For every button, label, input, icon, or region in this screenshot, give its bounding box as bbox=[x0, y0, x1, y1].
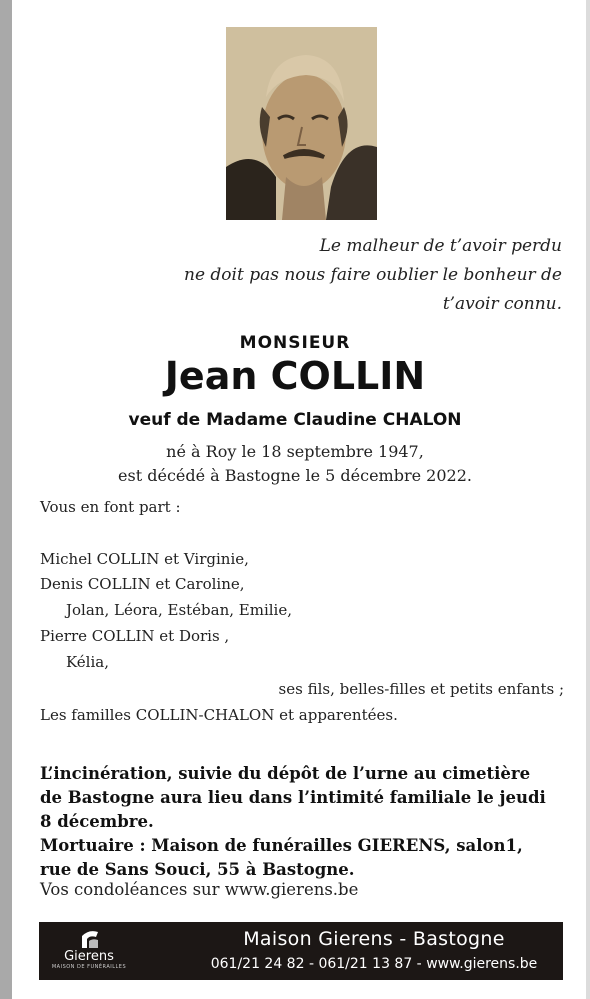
funeral-home-banner bbox=[39, 922, 563, 980]
spouse-line: veuf de Madame Claudine CHALON bbox=[128, 410, 462, 430]
logo-name: Gierens bbox=[64, 949, 114, 964]
deceased-name: Jean COLLIN bbox=[164, 354, 426, 398]
birth-death-dates bbox=[0, 440, 590, 488]
birth-line: né à Roy le 18 septembre 1947, bbox=[166, 442, 424, 461]
portrait-photo bbox=[226, 27, 377, 220]
logo-subtitle: MAISON DE FUNÉRAILLES bbox=[51, 964, 127, 970]
family-member: Michel COLLIN et Virginie, bbox=[40, 550, 249, 568]
notice-line: 8 décembre. bbox=[40, 812, 154, 831]
quote-line: ne doit pas nous faire oublier le bonheur de bbox=[184, 265, 562, 285]
family-member: Kélia, bbox=[66, 653, 109, 671]
funeral-home-title: Maison Gierens - Bastogne bbox=[243, 928, 505, 950]
extended-families: Les familles COLLIN-CHALON et apparentées. bbox=[40, 706, 398, 724]
notice-line: Mortuaire : Maison de funérailles GIERENS, salon1, bbox=[40, 836, 523, 855]
logo-emblem-icon bbox=[74, 928, 104, 950]
condolences-line: Vos condoléances sur www.gierens.be bbox=[40, 880, 359, 899]
quote-line: t’avoir connu. bbox=[442, 294, 562, 314]
family-member: Denis COLLIN et Caroline, bbox=[40, 575, 245, 593]
notice-line: de Bastogne aura lieu dans l’intimité familiale le jeudi bbox=[40, 788, 546, 807]
right-border bbox=[586, 0, 590, 999]
epitaph-quote bbox=[142, 232, 562, 319]
notice-line: rue de Sans Souci, 55 à Bastogne. bbox=[40, 860, 355, 879]
funeral-notice bbox=[40, 762, 570, 882]
gierens-logo bbox=[49, 928, 129, 974]
honorific: MONSIEUR bbox=[239, 333, 351, 353]
family-member: Pierre COLLIN et Doris , bbox=[40, 627, 230, 645]
notice-line: L’incinération, suivie du dépôt de l’urne au cimetière bbox=[40, 764, 531, 783]
funeral-home-contact: 061/21 24 82 - 061/21 13 87 - www.gierens.be bbox=[210, 956, 538, 972]
left-border bbox=[0, 0, 12, 999]
relation-line: ses fils, belles-filles et petits enfants ; bbox=[278, 680, 564, 698]
announcement-intro: Vous en font part : bbox=[40, 498, 181, 516]
quote-line: Le malheur de t’avoir perdu bbox=[319, 236, 562, 256]
family-member: Jolan, Léora, Estéban, Emilie, bbox=[66, 601, 293, 619]
death-line: est décédé à Bastogne le 5 décembre 2022. bbox=[118, 466, 472, 485]
